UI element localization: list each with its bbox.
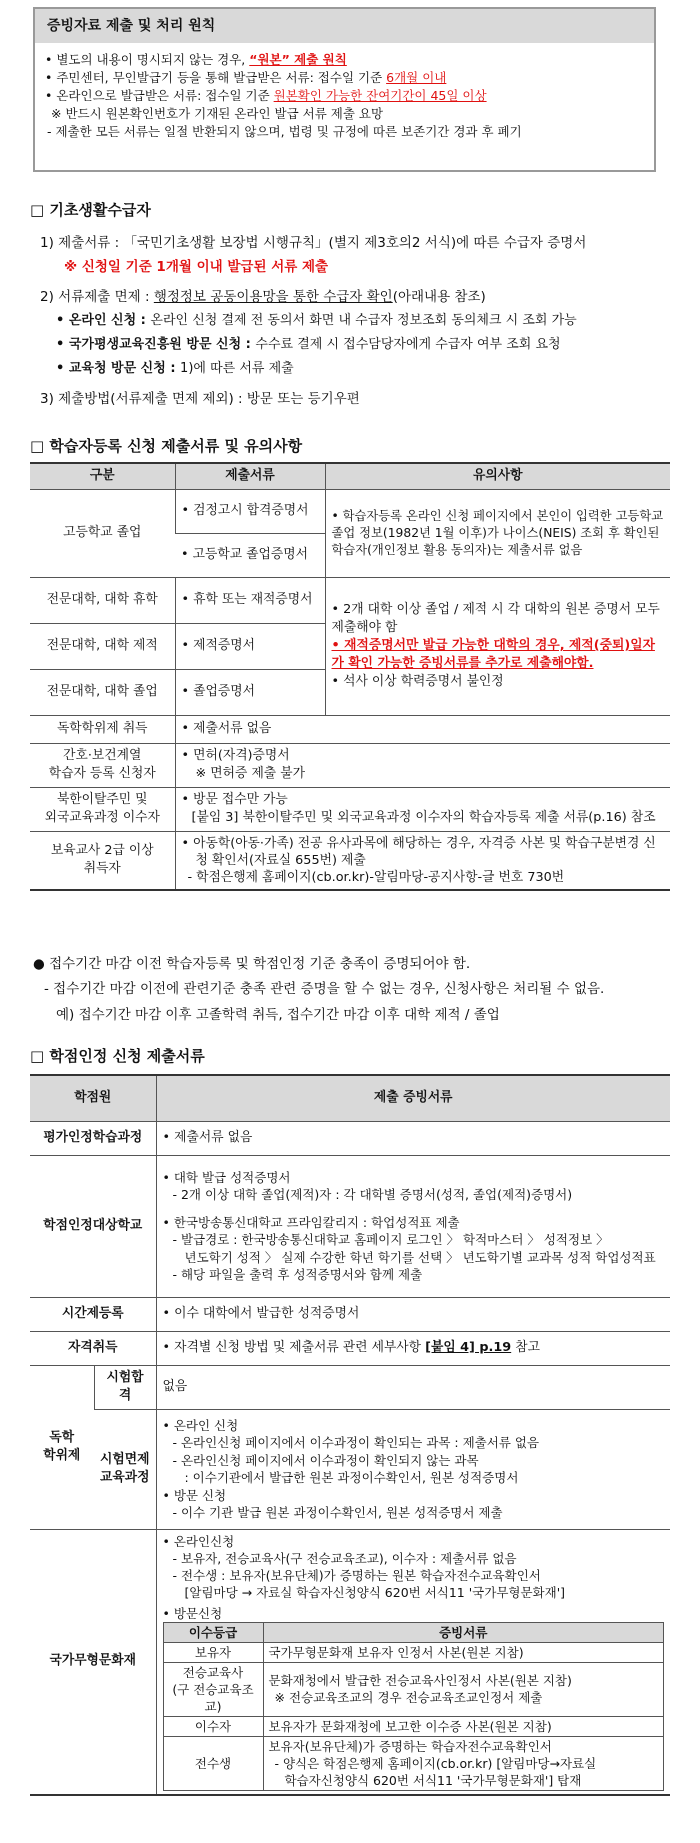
section-title-basic-livelihood: □ 기초생활수급자 bbox=[30, 201, 151, 219]
credit-docs: 없음 bbox=[156, 1365, 670, 1409]
col-header: 제출 증빙서류 bbox=[156, 1075, 670, 1121]
credit-subsource: 시험면제 교육과정 bbox=[94, 1409, 156, 1529]
row-category: 북한이탈주민 및 외국교육과정 이수자 bbox=[30, 787, 175, 831]
row-category: 독학학위제 취득 bbox=[30, 715, 175, 743]
credit-subsource: 시험합격 bbox=[94, 1365, 156, 1409]
learner-registration-table bbox=[30, 462, 670, 891]
row-note: • 학습자등록 온라인 신청 페이지에서 본인이 입력한 고등학교 졸업 정보(1982년 1월 이후)가 나이스(NEIS) 조회 후 확인된 학습자(개인정보 활용 동의자)는 제출서류 없음 bbox=[325, 489, 670, 577]
sec1-item-2: 2) 서류제출 면제 : 행정정보 공동이용망을 통한 수급자 확인(아래내용 참조) bbox=[40, 289, 486, 305]
col-header: 유의사항 bbox=[325, 463, 670, 489]
notice-line: ※ 반드시 원본확인번호가 기재된 온라인 발급 서류 제출 요망 bbox=[51, 106, 384, 121]
sec1-sub-online: • 온라인 신청 : 온라인 신청 결제 전 동의서 화면 내 수급자 정보조회 동의체크 시 조회 가능 bbox=[56, 313, 577, 328]
row-category: 고등학교 졸업 bbox=[30, 489, 175, 577]
credit-docs: • 대학 발급 성적증명서 - 2개 이상 대학 졸업(제적)자 : 각 대학별 증명서(성적, 졸업(제적)증명서) • 한국방송통신대학교 프라임칼리지 : 학업성적표 제출 - 발급경로 : 한국방송통신대학교 홈페이지 로그인 〉 학적마스터 〉 성적정보 〉 년도학기 성적 〉 실제 수강한 학년 학기를 선택 〉 년도학기별 교과목 성적 학업성적표 - 해당 파일을 출력 후 성적증명서와 함께 제출 bbox=[156, 1155, 670, 1297]
credit-source: 국가무형문화재 bbox=[30, 1529, 156, 1795]
credit-docs: • 이수 대학에서 발급한 성적증명서 bbox=[156, 1297, 670, 1331]
sec1-item-3: 3) 제출방법(서류제출 면제 제외) : 방문 또는 등기우편 bbox=[40, 391, 360, 407]
credit-source: 자격취득 bbox=[30, 1331, 156, 1365]
row-category: 보육교사 2급 이상 취득자 bbox=[30, 831, 175, 890]
inner-doc: 문화재청에서 발급한 전승교육사인정서 사본(원본 지참) ※ 전승교육조교의 경우 전승교육조교인정서 제출 bbox=[263, 1662, 664, 1716]
notice-line: - 제출한 모든 서류는 일절 반환되지 않으며, 법령 및 규정에 따른 보존기간 경과 후 폐기 bbox=[47, 124, 522, 139]
inner-doc: 국가무형문화재 보유자 인정서 사본(원본 지참) bbox=[263, 1642, 664, 1662]
row-document: • 아동학(아동·가족) 전공 유사과목에 해당하는 경우, 자격증 사본 및 학습구분변경 신청 확인서(자료실 655번) 제출 - 학점은행제 홈페이지(cb.or.kr)-알림마당-공지사항-글 번호 730번 bbox=[175, 831, 670, 890]
credit-docs: • 온라인 신청 - 온라인신청 페이지에서 이수과정이 확인되는 과목 : 제출서류 없음 - 온라인신청 페이지에서 이수과정이 확인되지 않는 과목 : 이수기관에서 발급한 원본 과정이수확인서, 원본 성적증명서 • 방문 신청 - 이수 기관 발급 원본 과정이수확인서, 원본 성적증명서 제출 bbox=[156, 1409, 670, 1529]
row-document: • 휴학 또는 재적증명서 bbox=[175, 577, 325, 623]
sec1-item-1: 1) 제출서류 : 「국민기초생활 보장법 시행규칙」(별지 제3호의2 서식)에 따른 수급자 증명서 bbox=[40, 235, 587, 251]
section-title-credit-recognition: □ 학점인정 신청 제출서류 bbox=[30, 1047, 205, 1065]
credit-source: 독학 학위제 bbox=[30, 1365, 94, 1529]
row-document: • 면허(자격)증명서 ※ 면허증 제출 불가 bbox=[175, 743, 670, 787]
inner-grade: 전수생 bbox=[163, 1736, 263, 1790]
credit-source: 시간제등록 bbox=[30, 1297, 156, 1331]
sec1-sub-office: • 교육청 방문 신청 : 1)에 따른 서류 제출 bbox=[56, 361, 294, 376]
notice-box bbox=[33, 7, 656, 172]
notice-line: • 별도의 내용이 명시되지 않는 경우, “원본” 제출 원칙 bbox=[45, 52, 347, 67]
credit-source: 평가인정학습과정 bbox=[30, 1121, 156, 1155]
notice-title: 증빙자료 제출 및 처리 원칙 bbox=[35, 9, 654, 43]
inner-doc: 보유자(보유단체)가 증명하는 학습자전수교육확인서 - 양식은 학점은행제 홈페이지(cb.or.kr) [알림마당→자료실 학습자신청양식 620번 서식11 '국가무형문화재'] 탑재 bbox=[263, 1736, 664, 1790]
row-document: • 검정고시 합격증명서 bbox=[175, 489, 325, 533]
row-category: 전문대학, 대학 제적 bbox=[30, 623, 175, 669]
sec2-after-2: - 접수기간 마감 이전에 관련기준 충족 관련 증명을 할 수 없는 경우, 신청사항은 처리될 수 없음. bbox=[44, 981, 605, 997]
col-header: 학점원 bbox=[30, 1075, 156, 1121]
row-document: • 고등학교 졸업증명서 bbox=[175, 533, 325, 577]
sec2-after-3: 예) 접수기간 마감 이후 고졸학력 취득, 접수기간 마감 이후 대학 제적 / 졸업 bbox=[56, 1007, 500, 1023]
sec2-after-1: ● 접수기간 마감 이전 학습자등록 및 학점인정 기준 충족이 증명되어야 함. bbox=[33, 956, 471, 972]
credit-docs: • 제출서류 없음 bbox=[156, 1121, 670, 1155]
sec1-sub-visit: • 국가평생교육진흥원 방문 신청 : 수수료 결제 시 접수담당자에게 수급자 여부 조회 요청 bbox=[56, 337, 561, 352]
row-document: • 제적증명서 bbox=[175, 623, 325, 669]
row-document: • 졸업증명서 bbox=[175, 669, 325, 715]
notice-line: • 온라인으로 발급받은 서류: 접수일 기준 원본확인 가능한 잔여기간이 45일 이상 bbox=[45, 88, 487, 103]
row-category: 간호·보건계열 학습자 등록 신청자 bbox=[30, 743, 175, 787]
credit-docs: • 온라인신청 - 보유자, 전승교육사(구 전승교육조교), 이수자 : 제출서류 없음 - 전수생 : 보유자(보유단체)가 증명하는 원본 학습자전수교육확인서 [알림마당 → 자료실 학습자신청양식 620번 서식11 '국가무형문화재'] • 방문신청 이수등급 증빙서류 보유자 국가무형문화재 보유자 인정서 사본(원본 지참) 전승교육사 (구 전승교육조교) 문화재청에서 발급한 전승교육사인정서 사본(원본 지참) ※ 전승교육조교의 경우 전승교육조교인정서 제출 이수자 보유자가 문화재청에 보고한 이수증 사본(원본 지참) 전수생 보유자(보유단체)가 증명하는 학습자전수교육확인서 - 양식은 학점은행제 홈페이지(cb.or.kr) [알림마당→자료실 학습자신청양식 620번 서식11 '국가무형문화재'] 탑재 bbox=[156, 1529, 670, 1795]
notice-line: • 주민센터, 무인발급기 등을 통해 발급받은 서류: 접수일 기준 6개월 이내 bbox=[45, 70, 447, 85]
row-document: • 제출서류 없음 bbox=[175, 715, 670, 743]
col-header: 이수등급 bbox=[163, 1622, 263, 1642]
heritage-inner-table bbox=[163, 1622, 665, 1791]
col-header: 증빙서류 bbox=[263, 1622, 664, 1642]
sec1-note: ※ 신청일 기준 1개월 이내 발급된 서류 제출 bbox=[64, 259, 329, 275]
col-header: 제출서류 bbox=[175, 463, 325, 489]
row-category: 전문대학, 대학 휴학 bbox=[30, 577, 175, 623]
credit-docs: • 자격별 신청 방법 및 제출서류 관련 세부사항 [붙임 4] p.19 참고 bbox=[156, 1331, 670, 1365]
row-category: 전문대학, 대학 졸업 bbox=[30, 669, 175, 715]
credit-source: 학점인정대상학교 bbox=[30, 1155, 156, 1297]
credit-recognition-table bbox=[30, 1074, 670, 1796]
inner-grade: 이수자 bbox=[163, 1716, 263, 1736]
inner-doc: 보유자가 문화재청에 보고한 이수증 사본(원본 지참) bbox=[263, 1716, 664, 1736]
inner-grade: 전승교육사 (구 전승교육조교) bbox=[163, 1662, 263, 1716]
row-document: • 방문 접수만 가능 [붙임 3] 북한이탈주민 및 외국교육과정 이수자의 학습자등록 제출 서류(p.16) 참조 bbox=[175, 787, 670, 831]
row-note-university: • 2개 대학 이상 졸업 / 제적 시 각 대학의 원본 증명서 모두 제출해야 함 • 재적증명서만 발급 가능한 대학의 경우, 제적(중퇴)일자가 확인 가능한 증빙서류를 추가로 제출해야함. • 석사 이상 학력증명서 불인정 bbox=[325, 577, 670, 715]
col-header: 구분 bbox=[30, 463, 175, 489]
section-title-learner-registration: □ 학습자등록 신청 제출서류 및 유의사항 bbox=[30, 437, 303, 455]
inner-grade: 보유자 bbox=[163, 1642, 263, 1662]
